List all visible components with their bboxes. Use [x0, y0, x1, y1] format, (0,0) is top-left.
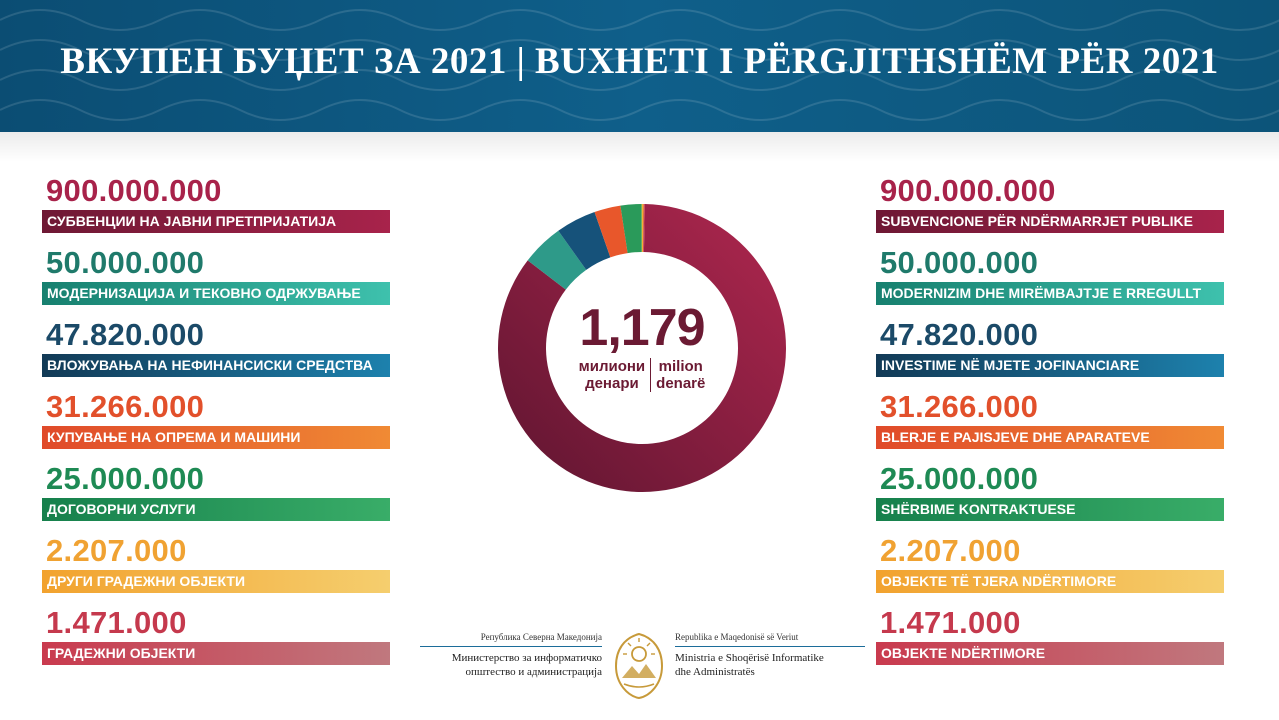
republic-name-al: Republika e Maqedonisë së Veriut — [675, 632, 865, 647]
ministry-mk-line1: Министерство за информатичко — [451, 652, 602, 664]
amount-subsidies: 900.000.000 — [46, 173, 222, 208]
label-construction-al: OBJEKTE NDËRTIMORE — [876, 642, 1224, 665]
amount-contract: 25.000.000 — [46, 461, 205, 496]
amount-construction: 1.471.000 — [46, 605, 187, 640]
legend-item-other-construction-al — [876, 534, 1224, 606]
coat-of-arms-icon — [608, 630, 670, 700]
ministry-al-line2: dhe Administratës — [675, 666, 755, 678]
legend-item-construction — [42, 606, 390, 678]
legend-item-subsidies-al — [876, 174, 1224, 246]
amount-construction-al: 1.471.000 — [880, 605, 1021, 640]
unit-albanian — [651, 358, 710, 392]
total-amount: 1,179 — [579, 299, 705, 357]
donut-center — [497, 300, 787, 392]
label-subsidies-mk: СУБВЕНЦИИ НА ЈАВНИ ПРЕТПРИЈАТИЈА — [42, 210, 390, 233]
ministry-name-al — [675, 632, 865, 679]
label-non-financial-mk: ВЛОЖУВАЊА НА НЕФИНАНСИСКИ СРЕДСТВА — [42, 354, 390, 377]
label-equipment-mk: КУПУВАЊЕ НА ОПРЕМА И МАШИНИ — [42, 426, 390, 449]
amount-equipment-al: 31.266.000 — [880, 389, 1039, 424]
page-title: ВКУПЕН БУЏЕТ ЗА 2021 | BUXHETI I PËRGJITHSHËM PËR 2021 — [60, 41, 1219, 82]
label-construction-mk: ГРАДЕЖНИ ОБЈЕКТИ — [42, 642, 390, 665]
legend-item-non-financial-al — [876, 318, 1224, 390]
footer-ministry — [420, 630, 860, 710]
legend-item-contract-al — [876, 462, 1224, 534]
legend-item-contract — [42, 462, 390, 534]
header-shadow — [0, 132, 1279, 162]
republic-name-mk: Република Северна Македонија — [420, 632, 602, 647]
label-modernization-al: MODERNIZIM DHE MIRËMBAJTJE E RREGULLT — [876, 282, 1224, 305]
legend-albanian — [876, 174, 1224, 678]
label-contract-mk: ДОГОВОРНИ УСЛУГИ — [42, 498, 390, 521]
legend-item-equipment — [42, 390, 390, 462]
ministry-name-mk — [420, 632, 602, 679]
label-equipment-al: BLERJE E PAJISJEVE DHE APARATEVE — [876, 426, 1224, 449]
legend-macedonian — [42, 174, 390, 678]
unit-al-line1: milion — [658, 358, 703, 375]
unit-al-line2: denarë — [656, 375, 706, 392]
legend-item-equipment-al — [876, 390, 1224, 462]
amount-other-construction-al: 2.207.000 — [880, 533, 1021, 568]
amount-non-financial-al: 47.820.000 — [880, 317, 1039, 352]
legend-item-modernization — [42, 246, 390, 318]
label-modernization-mk: МОДЕРНИЗАЦИЈА И ТЕКОВНО ОДРЖУВАЊЕ — [42, 282, 390, 305]
unit-macedonian — [574, 358, 651, 392]
amount-equipment: 31.266.000 — [46, 389, 205, 424]
unit-mk-line1: милиони — [578, 358, 646, 375]
header-banner — [0, 0, 1279, 132]
amount-non-financial: 47.820.000 — [46, 317, 205, 352]
legend-item-other-construction — [42, 534, 390, 606]
label-other-construction-al: OBJEKTE TË TJERA NDËRTIMORE — [876, 570, 1224, 593]
unit-row — [497, 358, 787, 392]
amount-other-construction: 2.207.000 — [46, 533, 187, 568]
legend-item-modernization-al — [876, 246, 1224, 318]
amount-contract-al: 25.000.000 — [880, 461, 1039, 496]
unit-mk-line2: денари — [585, 375, 639, 392]
ministry-mk-line2: општество и администрација — [465, 666, 602, 678]
legend-item-construction-al — [876, 606, 1224, 678]
label-contract-al: SHËRBIME KONTRAKTUESE — [876, 498, 1224, 521]
ministry-al-line1: Ministria e Shoqërisë Informatike — [675, 652, 824, 664]
legend-item-non-financial — [42, 318, 390, 390]
amount-modernization: 50.000.000 — [46, 245, 205, 280]
amount-modernization-al: 50.000.000 — [880, 245, 1039, 280]
label-other-construction-mk: ДРУГИ ГРАДЕЖНИ ОБЈЕКТИ — [42, 570, 390, 593]
legend-item-subsidies — [42, 174, 390, 246]
label-non-financial-al: INVESTIME NË MJETE JOFINANCIARE — [876, 354, 1224, 377]
amount-subsidies-al: 900.000.000 — [880, 173, 1056, 208]
label-subsidies-al: SUBVENCIONE PËR NDËRMARRJET PUBLIKE — [876, 210, 1224, 233]
